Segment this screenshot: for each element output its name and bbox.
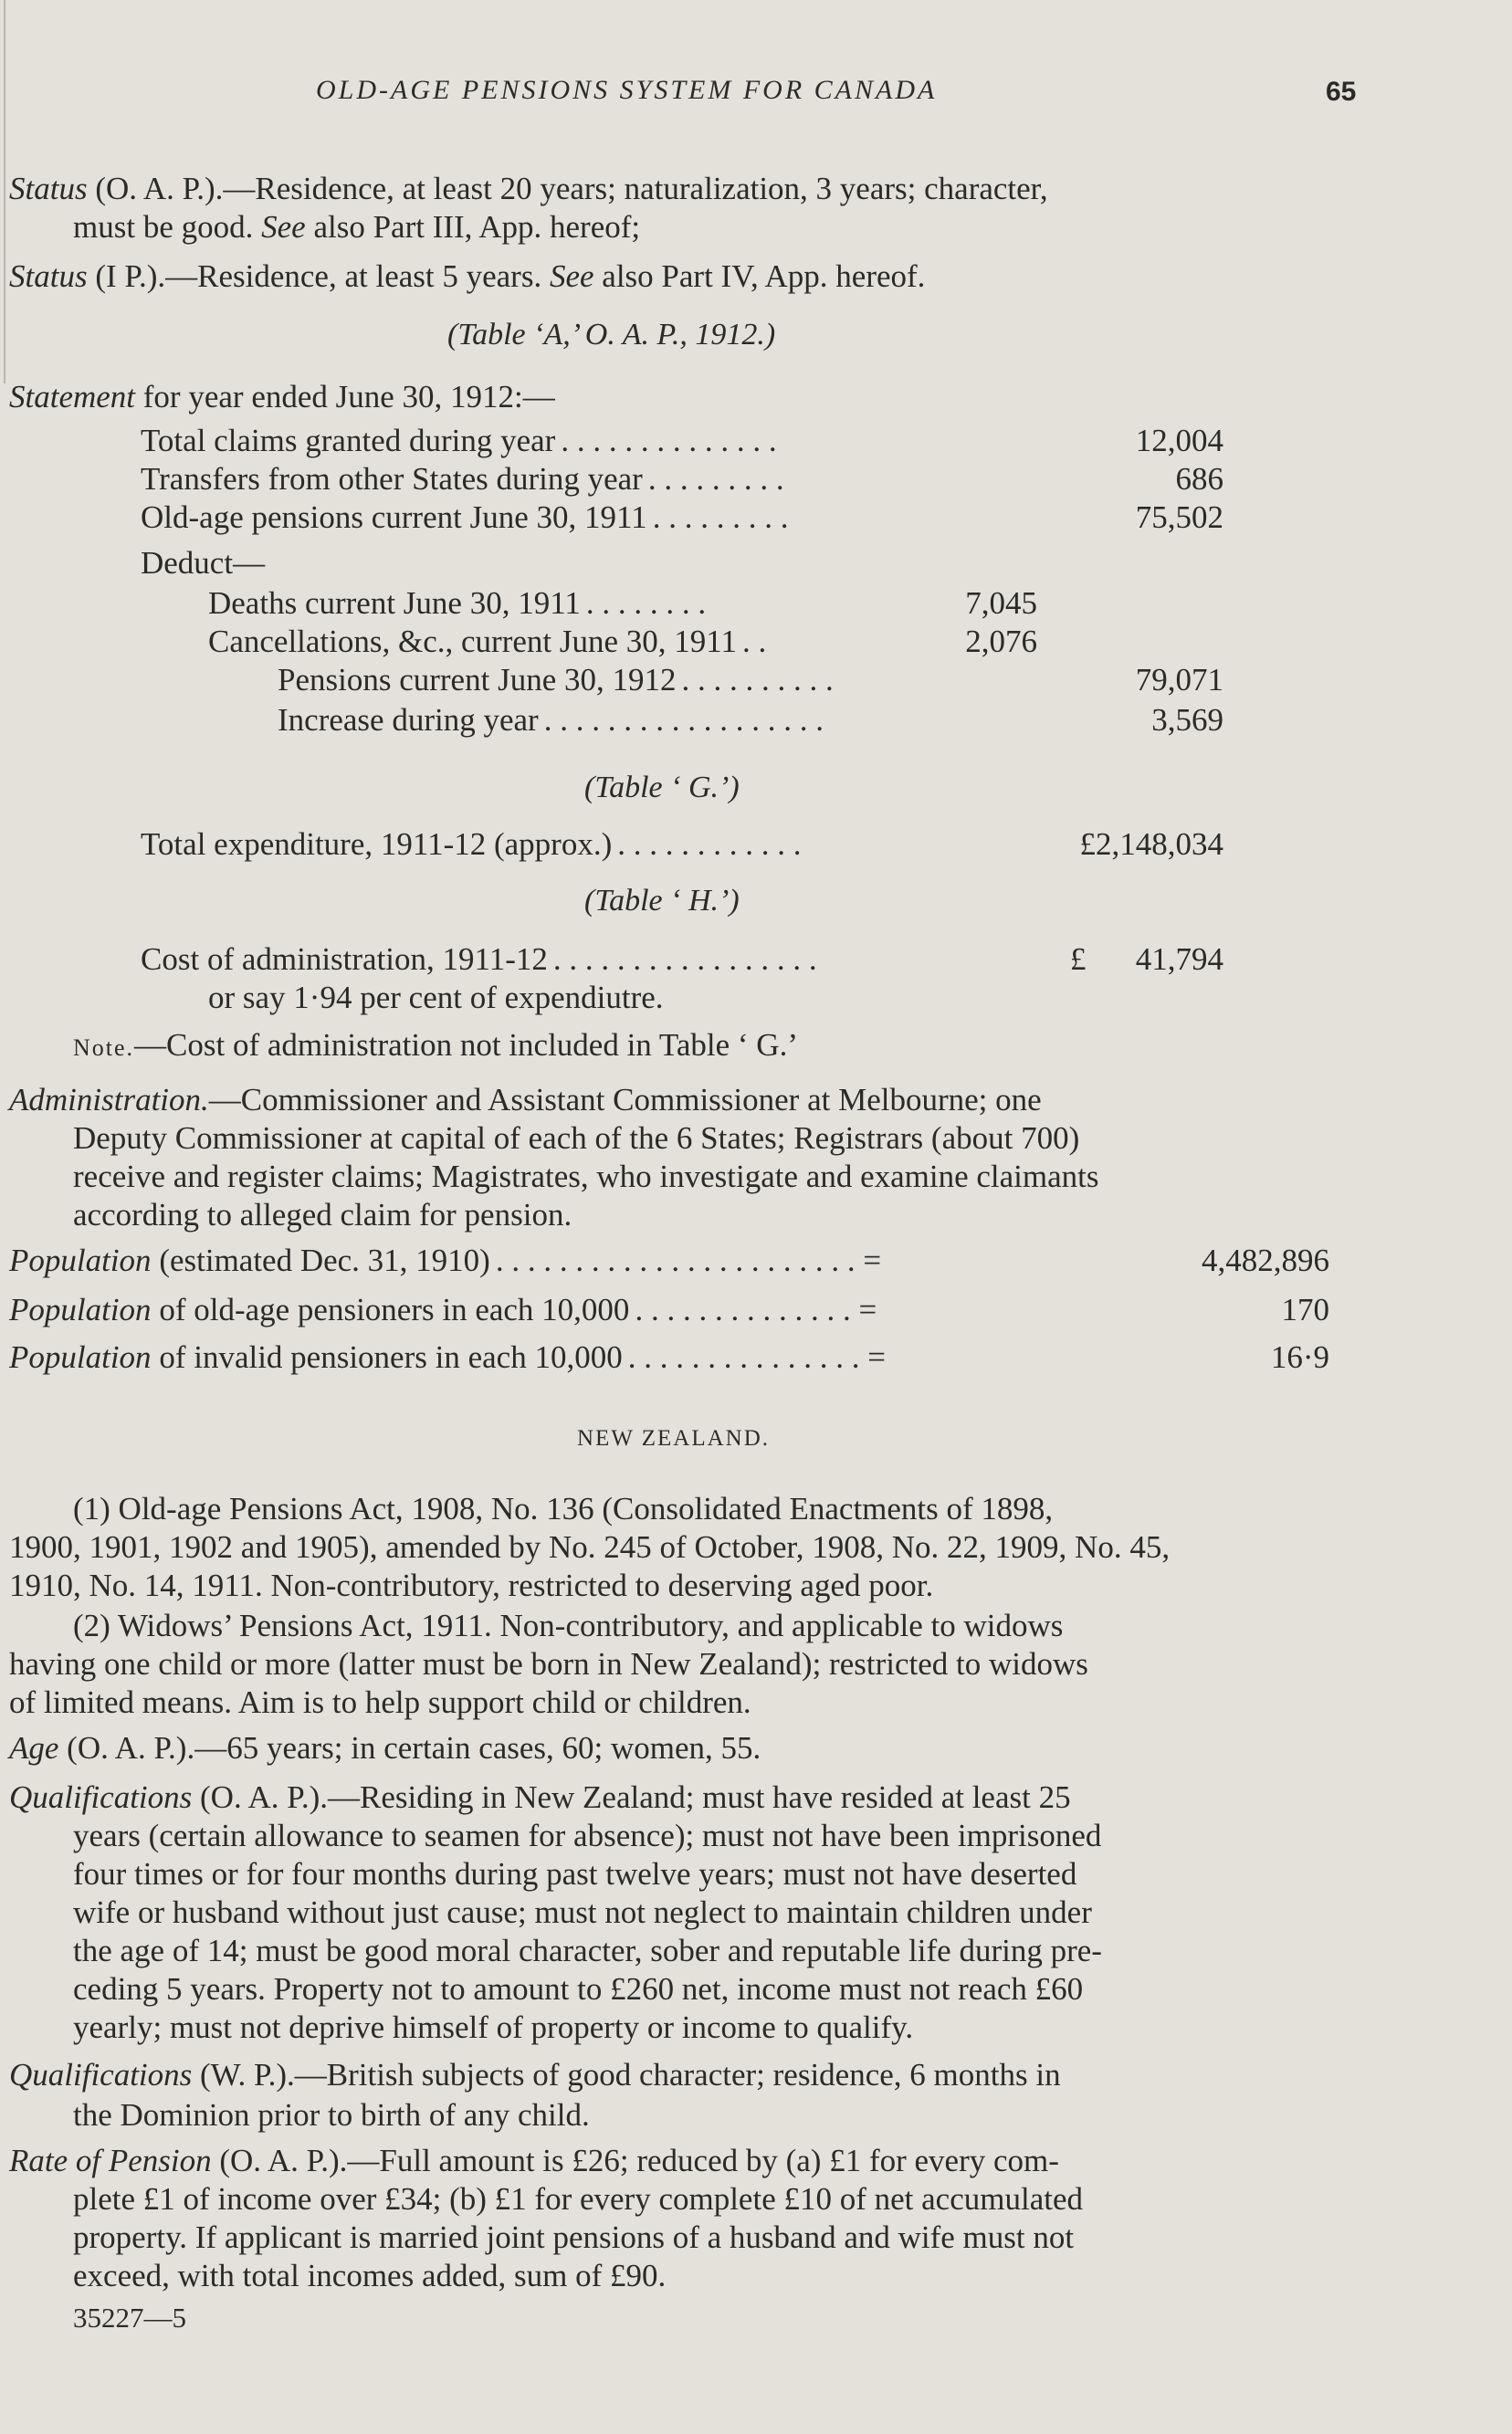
nz-para2-line: (2) Widows’ Pensions Act, 1911. Non-contributory, and applicable to widows <box>73 1608 1064 1643</box>
row-text: Pensions current June 30, 1912 <box>278 662 677 698</box>
population-label: Population <box>9 1292 152 1327</box>
qual-oap-line: ceding 5 years. Property not to amount to £260 net, income must not reach £60 <box>73 1971 1084 2007</box>
population-row <box>9 1291 877 1329</box>
table-a-caption: (Table ‘A,’ O. A. P., 1912.) <box>447 318 776 351</box>
population-value: 4,482,896 <box>1202 1243 1329 1278</box>
row-dots: . . . . . . . . . . . . . . . . . . <box>543 702 824 738</box>
statement-row-value: 12,004 <box>1135 423 1223 458</box>
table-g-caption: (Table ‘ G.’) <box>584 771 740 804</box>
status-oap-line2 <box>73 208 640 247</box>
row-dots: . . <box>741 624 767 659</box>
row-text: Transfers from other States during year <box>141 461 643 497</box>
deduct-row-value: 2,076 <box>965 624 1037 659</box>
qual-wp-line: the Dominion prior to birth of any child. <box>73 2097 590 2133</box>
table-h-caption: (Table ‘ H.’) <box>584 884 740 918</box>
administration-text: —Commissioner and Assistant Commissioner at Melbourne; one <box>208 1082 1042 1117</box>
admin-cost-row <box>141 940 817 979</box>
administration-line: according to alleged claim for pension. <box>73 1197 572 1233</box>
qual-oap-line: wife or husband without just cause; must not neglect to maintain children under <box>73 1894 1092 1930</box>
row-text: Deaths current June 30, 1911 <box>208 585 581 621</box>
qual-oap-line: years (certain allowance to seamen for absence); must not have been imprisoned <box>73 1818 1102 1853</box>
rate-line1 <box>9 2142 1059 2180</box>
status-label: Status <box>9 171 88 206</box>
row-dots: . . . . . . . . . . . . . . . . . . . . . . . = <box>495 1243 882 1278</box>
nz-age-line <box>9 1729 761 1768</box>
age-text: (O. A. P.).—65 years; in certain cases, 60; women, 55. <box>58 1730 761 1766</box>
administration-line: receive and register claims; Magistrates, who investigate and examine claimants <box>73 1159 1099 1194</box>
statement-row <box>141 498 788 537</box>
statement-label: Statement <box>9 379 136 414</box>
status-ip-text: (I P.).—Residence, at least 5 years. <box>87 258 550 294</box>
row-text: Cancellations, &c., current June 30, 1911 <box>208 624 737 659</box>
status-label: Status <box>9 258 88 294</box>
note-line <box>73 1026 798 1067</box>
qual-oap-line: yearly; must not deprive himself of property or income to qualify. <box>73 2009 914 2045</box>
qualifications-label: Qualifications <box>9 2057 193 2093</box>
footer-code: 35227—5 <box>73 2302 186 2334</box>
rate-line: plete £1 of income over £34; (b) £1 for every complete £10 of net accumulated <box>73 2181 1083 2217</box>
nz-para1-line: (1) Old-age Pensions Act, 1908, No. 136 (Consolidated Enactments of 1898, <box>73 1491 1054 1526</box>
deduct-label: Deduct— <box>141 545 266 581</box>
expenditure-row <box>141 825 801 864</box>
statement-row-value: 75,502 <box>1135 499 1223 535</box>
deduct-row-value: 7,045 <box>965 585 1037 621</box>
rate-line: exceed, with total incomes added, sum of £90. <box>73 2258 667 2293</box>
qual-oap-text: (O. A. P.).—Residing in New Zealand; must have resided at least 25 <box>192 1779 1071 1815</box>
see-ref: See <box>549 258 594 294</box>
admin-cost-percent: or say 1·94 per cent of expendiutre. <box>208 980 664 1015</box>
population-value: 170 <box>1281 1292 1329 1327</box>
expenditure-value: £2,148,034 <box>1079 826 1223 862</box>
statement-row <box>141 422 777 460</box>
rate-text: (O. A. P.).—Full amount is £26; reduced by (a) £1 for every com- <box>211 2143 1059 2178</box>
population-label: Population <box>9 1339 152 1375</box>
row-text: of old-age pensioners in each 10,000 <box>151 1292 630 1327</box>
result-row-value: 79,071 <box>1135 662 1223 698</box>
new-zealand-heading: NEW ZEALAND. <box>577 1426 770 1451</box>
status-oap-text2: must be good. <box>73 209 262 245</box>
row-text: Cost of administration, 1911-12 <box>141 941 548 977</box>
admin-cost-value: 41,794 <box>1135 941 1223 977</box>
result-row <box>278 701 824 740</box>
population-row <box>9 1338 886 1377</box>
age-label: Age <box>9 1730 59 1766</box>
row-text: Total expenditure, 1911-12 (approx.) <box>141 826 613 862</box>
nz-para2-line: having one child or more (latter must be born in New Zealand); restricted to widows <box>9 1646 1088 1682</box>
result-row-value: 3,569 <box>1151 702 1223 738</box>
population-label: Population <box>9 1243 152 1278</box>
row-dots: . . . . . . . . . . <box>681 662 834 698</box>
statement-intro <box>9 378 555 416</box>
qual-oap-line1 <box>9 1778 1071 1817</box>
qual-wp-line1 <box>9 2056 1061 2094</box>
note-label: Note. <box>73 1034 135 1061</box>
statement-row <box>141 460 784 498</box>
admin-cost-currency: £ <box>1070 941 1087 977</box>
row-dots: . . . . . . . . <box>585 585 707 621</box>
row-dots: . . . . . . . . . . . . . . = <box>635 1292 877 1327</box>
status-oap-line1 <box>9 170 1048 208</box>
row-text: of invalid pensioners in each 10,000 <box>151 1339 623 1375</box>
note-text: —Cost of administration not included in Table ‘ G.’ <box>134 1027 798 1063</box>
qual-oap-line: the age of 14; must be good moral character, sober and reputable life during pre- <box>73 1933 1102 1968</box>
row-dots: . . . . . . . . . . . . . . . = <box>627 1339 886 1375</box>
deduct-row <box>208 623 766 661</box>
statement-row-value: 686 <box>1175 461 1223 497</box>
administration-line: Deputy Commissioner at capital of each of the 6 States; Registrars (about 700) <box>73 1120 1080 1156</box>
row-dots: . . . . . . . . . . . . . . . . . <box>552 941 817 977</box>
population-value: 16·9 <box>1270 1339 1329 1375</box>
row-text: (estimated Dec. 31, 1910) <box>151 1243 490 1278</box>
nz-para1-line: 1910, No. 14, 1911. Non-contributory, restricted to deserving aged poor. <box>9 1568 934 1603</box>
rate-line: property. If applicant is married joint pensions of a husband and wife must not <box>73 2219 1075 2255</box>
row-dots: . . . . . . . . . <box>647 461 784 497</box>
nz-para1-line: 1900, 1901, 1902 and 1905), amended by No. 245 of October, 1908, No. 22, 1909, No. 45, <box>9 1529 1171 1565</box>
running-title: OLD-AGE PENSIONS SYSTEM FOR CANADA <box>316 75 938 105</box>
row-dots: . . . . . . . . . . . . <box>617 826 802 862</box>
row-text: Old-age pensions current June 30, 1911 <box>141 499 647 535</box>
qualifications-label: Qualifications <box>9 1779 193 1815</box>
page-edge-line <box>4 0 5 383</box>
qual-oap-line: four times or for four months during past twelve years; must not have deserted <box>73 1856 1077 1892</box>
rate-label: Rate of Pension <box>9 2143 212 2178</box>
see-ref: See <box>261 209 306 245</box>
nz-para2-line: of limited means. Aim is to help support child or children. <box>9 1684 751 1720</box>
status-oap-text2b: also Part III, App. hereof; <box>305 209 641 245</box>
page-number: 65 <box>1326 77 1357 107</box>
status-ip-line <box>9 257 925 296</box>
administration-label: Administration. <box>9 1082 209 1117</box>
deduct-row <box>208 584 706 623</box>
population-row <box>9 1242 881 1280</box>
row-dots: . . . . . . . . . <box>652 499 789 535</box>
result-row <box>278 661 834 699</box>
administration-line1 <box>9 1081 1042 1119</box>
status-oap-text: (O. A. P.).—Residence, at least 20 years; naturalization, 3 years; character, <box>87 171 1048 206</box>
statement-intro-text: for year ended June 30, 1912:— <box>135 379 555 414</box>
qual-wp-text: (W. P.).—British subjects of good character; residence, 6 months in <box>192 2057 1061 2093</box>
row-dots: . . . . . . . . . . . . . . <box>561 423 777 458</box>
row-text: Increase during year <box>278 702 539 738</box>
status-ip-text2: also Part IV, App. hereof. <box>593 258 926 294</box>
row-text: Total claims granted during year <box>141 423 556 458</box>
